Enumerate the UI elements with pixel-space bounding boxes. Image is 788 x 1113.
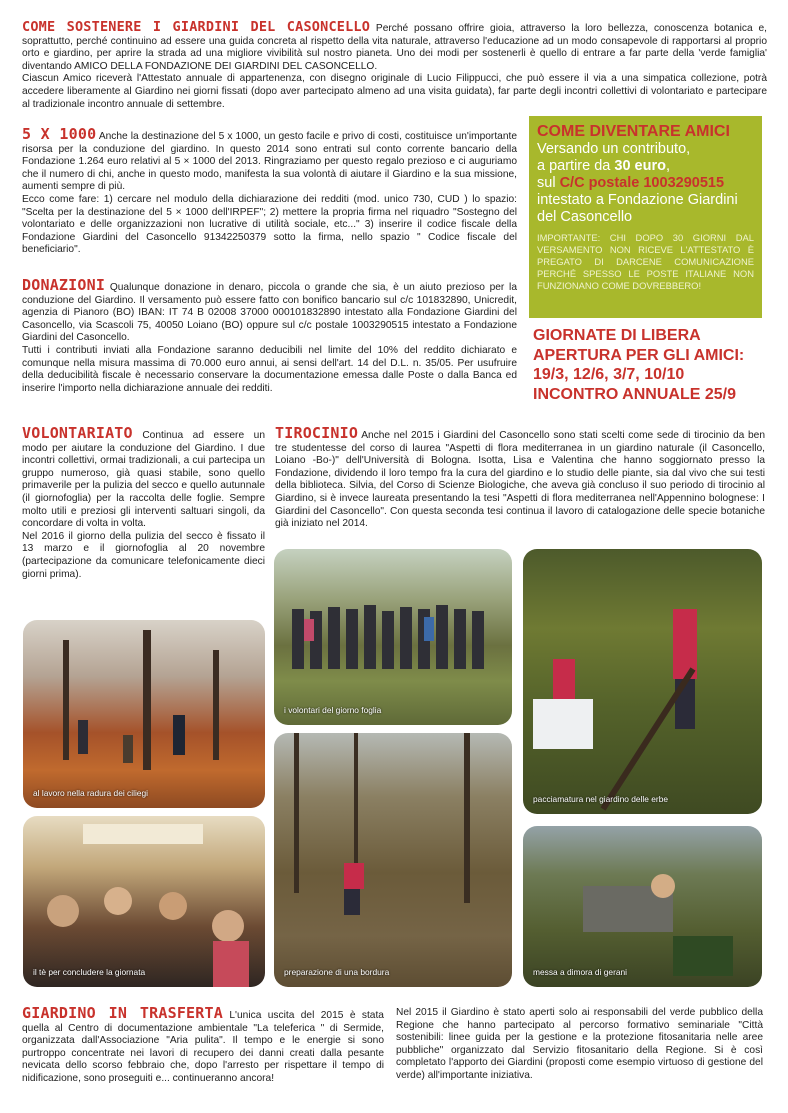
intro-text: Perché possano offrire gioia, attraverso la loro bellezza, conoscenza botanica e, soprattutto, perché continuino ad essere una guida concreta al rispetto della vita naturale, attraverso l'educazione ad un modo consapevole di rapportarsi al proprio orto e giardino, per aprire la strada ad una migliore vivibilità sul nostro pianeta. Uno dei modi per sostenerli è quello di entrare a far parte della 'verde famiglia' diventando AMICO DELLA FONDAZIONE DEI GIARDINI DEL CASONCELLO. (22, 23, 767, 72)
photo-caption-4: il tè per concludere la giornata (33, 967, 146, 978)
photo-pacciamatura-scene (523, 549, 762, 814)
five-x-1000-text: Anche la destinazione del 5 x 1000, un gesto facile e privo di costi, costituisce un'importante risorsa per la conduzione del giardino. In questo 2014 sono entrati sul conto corrente bancario della Fondazione 1.264 euro relativi al 5 × 1000 del 2013. Ringraziamo per questo regalo prezioso e ci auguriamo che il numero di chi, anche in questo modo, manifesta la sua volontà di aiutare il Giardino e la sua missione, aumenti sempre di più. (22, 131, 517, 193)
volontariato-text: Continua ad essere un modo per aiutare la conduzione del Giardino. I due incontri collettivi, ormai tradizionali, a cui partecipa un gruppo numeroso, già quasi stabile, sono quello primaverile per la pulizia del secco e quello autunnale (il giornofoglia) per la raccolta delle foglie. Sempre molto utili e preziosi gli interventi saltuari singoli, da concordare di volta in volta. (22, 430, 265, 530)
photo-messa-dimora-gerani (523, 826, 762, 987)
amici-box-postal-account: C/C postale 1003290515 (559, 175, 725, 191)
intro-heading: COME SOSTENERE I GIARDINI DEL CASONCELLO (22, 19, 371, 35)
photo-radura-ciliegi-scene (23, 620, 265, 808)
amici-box-amount: 30 euro (614, 158, 666, 174)
giornate-line1: GIORNATE DI LIBERA (533, 327, 701, 344)
trasferta-text-2: Nel 2015 il Giardino è stato aperti solo ai responsabili del verde pubblico della Regione che hanno partecipato al percorso formativo seminariale "Città sostenibili: linee guida per la gestione e la protezione fitosanitaria nelle aree pubbliche" organizzato dal Servizio fitosanitario della Regione. Si è così completato l'apporto dei Giardini (proposti come esempio virtuoso di gestione del verde) all'importante iniziativa. (396, 1007, 763, 1081)
amici-box-title: COME DIVENTARE AMICI (537, 123, 730, 140)
amici-box-line2: a partire da 30 euro, (537, 158, 671, 174)
volontariato-section (22, 424, 265, 581)
donazioni-deducibility: Tutti i contributi inviati alla Fondazione saranno deducibili nel limite del 10% del reddito dichiarato e comunque nella misura massima di 70.000 euro annui, ai sensi dell'art. 14 del D.L. n. 35/05. Per usufruire della deducibilità fiscale è necessario conservare la documentazione emessa dalle Poste o dalla Banca ed inserire l'importo nella dichiarazione annuale dei redditi. (22, 344, 517, 394)
volontariato-heading: VOLONTARIATO (22, 424, 133, 442)
amici-box (529, 116, 762, 318)
photo-gerani-scene (523, 826, 762, 987)
trasferta-section (22, 1004, 384, 1086)
amici-box-line4: intestato a Fondazione Giardini del Casoncello (537, 192, 738, 225)
amici-box-line3: sul C/C postale 1003290515 (537, 175, 725, 191)
tirocinio-section (275, 424, 765, 531)
giornate-dates: 19/3, 12/6, 3/7, 10/10 (533, 366, 685, 383)
photo-pacciamatura (523, 549, 762, 814)
giornate-section (533, 326, 773, 404)
photo-volontari-scene (274, 549, 512, 725)
trasferta-text: L'unica uscita del 2015 è stata quella al Centro di documentazione ambientale "La teleferica " di Sermide, organizzata dall'Associazione "Aria pulita". Il tempo e le energie si sono purtroppo concentrate nei lavori di recupero dei danni creati dalla pesante nevicata dello scorso febbraio che, dopo l'arresto per rispettare il tempo di nidificazione, sono proseguiti e... continueranno ancora! (22, 1010, 384, 1084)
tirocinio-text: Anche nel 2015 i Giardini del Casoncello sono stati scelti come sede di tirocinio da ben tre studentesse del corso di laurea "Aspetti di flora mediterranea in un giardino naturale (il Casoncello, Loiano -Bo-)" dell'Università di Bologna. Isotta, Lisa e Valentina che hanno soggiornato presso la Fondazione, dividendo il loro tempo fra la cura del giardino e lo studio delle piante, sia dal vivo che sui testi della biblioteca. Silvia, del Corso di Scienze Biologiche, che aveva già concluso il suo periodo di tirocinio al Giardino, si è invece laureata presentando la tesi "Aspetti di flora mediterranea nell'Appennino bolognese: I Giardini del Casoncello". Con questa seconda tesi continua il lavoro di catalogazione delle specie botaniche già iniziato nel 2014. (275, 430, 765, 530)
trasferta-section-2 (396, 1007, 763, 1083)
photo-te-scene (23, 816, 265, 987)
donazioni-section (22, 276, 517, 395)
photo-te-conclusione (23, 816, 265, 987)
photo-caption-3: pacciamatura nel giardino delle erbe (533, 794, 669, 805)
photo-caption-1: al lavoro nella radura dei ciliegi (33, 788, 148, 799)
intro-section (22, 21, 767, 111)
photo-radura-ciliegi (23, 620, 265, 808)
five-x-1000-heading: 5 X 1000 (22, 125, 97, 143)
amici-box-line1: Versando un contributo, (537, 141, 691, 157)
photo-caption-2: i volontari del giorno foglia (284, 705, 382, 716)
five-x-1000-section (22, 125, 517, 257)
photo-caption-5: preparazione di una bordura (284, 967, 390, 978)
giornate-annual-meeting: INCONTRO ANNUALE 25/9 (533, 385, 736, 403)
intro-text-2: Ciascun Amico riceverà l'Attestato annuale di appartenenza, con disegno originale di Lucio Filippucci, che può essere il via a una simpatica collezione, potrà accedere liberamente al Giardino nei giorni fissati (dopo aver partecipato almeno ad una visita guidata), far parte degli incontri collettivi di volontariato e partecipare al tradizionale incontro annuale di settembre. (22, 73, 767, 110)
photo-volontari-giorno-foglia (274, 549, 512, 725)
volontariato-dates: Nel 2016 il giorno della pulizia del secco è fissato il 13 marzo e il giornofoglia al 20 novembre (partecipazione da comunicare telefonicamente dieci giorni prima). (22, 530, 265, 580)
photo-preparazione-bordura (274, 733, 512, 987)
amici-box-note: IMPORTANTE: CHI DOPO 30 GIORNI DAL VERSAMENTO NON RICEVE L'ATTESTATO È PREGATO DI DARCENE COMUNICAZIONE PERCHÉ SPESSO LE POSTE ITALIANE NON FUNZIONANO COME DOVREBBERO! (537, 232, 754, 291)
donazioni-text: Qualunque donazione in denaro, piccola o grande che sia, è un aiuto prezioso per la conduzione del Giardino. Il versamento può essere fatto con bonifico bancario sul c/c 101832890, Unicredit, agenzia di Pianoro (BO) IBAN: IT 74 B 02008 37000 000101832890 intestato alla Fondazione Giardini del Casoncello, via Scascoli 75, 40050 Loiano (BO) oppure sul c/c postale 1003290515 intestato a Fondazione Giardini del Casoncello. (22, 282, 517, 344)
photo-caption-6: messa a dimora di gerani (533, 967, 628, 978)
tirocinio-heading: TIROCINIO (275, 424, 359, 442)
five-x-1000-instructions: Ecco come fare: 1) cercare nel modulo della dichiarazione dei redditi (mod. unico 730, CUD ) lo spazio: "Scelta per la destinazione del 5 × 1000 dell'IRPEF"; 2) mettere la propria firma nel riquadro "Sostegno del volontariato e delle organizzazioni non lucrative di utilità sociale, etc..." 3) inserire il codice fiscale della Fondazione Giardini del Casoncello 91342250379 sotto la firma, nello spazio " Codice fiscale del beneficiario". (22, 193, 517, 256)
photo-bordura-scene (274, 733, 512, 987)
donazioni-heading: DONAZIONI (22, 276, 106, 294)
trasferta-heading: GIARDINO IN TRASFERTA (22, 1004, 223, 1022)
giornate-line2: APERTURA PER GLI AMICI: (533, 346, 745, 364)
